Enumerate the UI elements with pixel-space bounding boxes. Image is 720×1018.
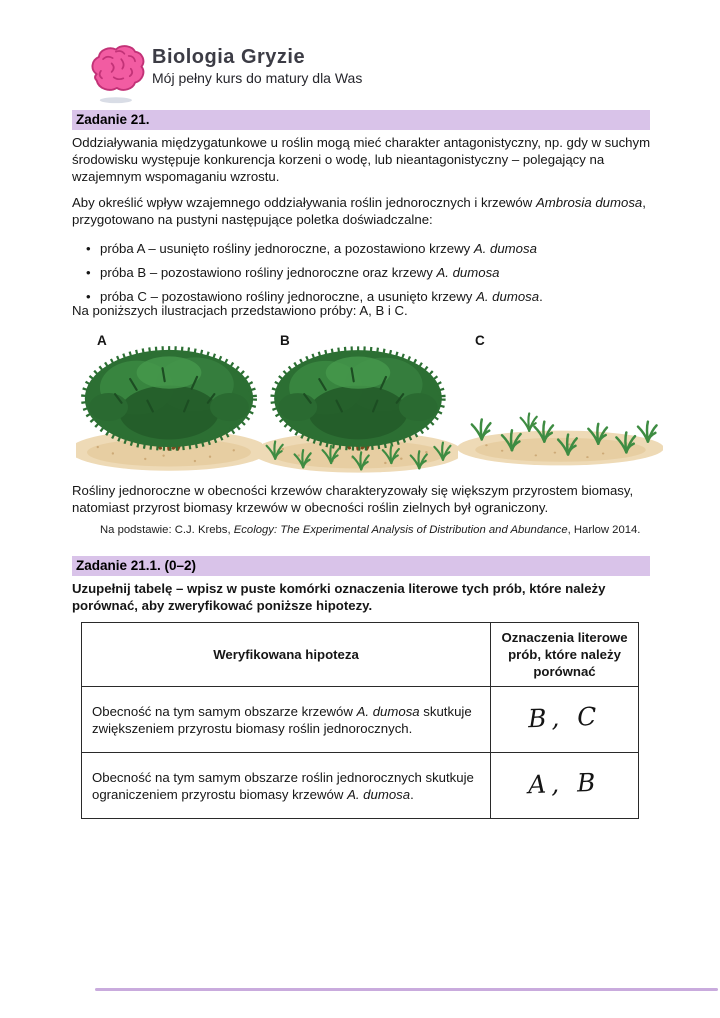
source-citation — [100, 524, 680, 536]
hypothesis-table-wrap — [81, 622, 639, 819]
result-paragraph: Rośliny jednoroczne w obecności krzewów charakteryzowały się większym przyrostem biomasy, natomiast przyrost biomasy krzewów w obecności roślin zielnych był ograniczony. — [72, 483, 634, 515]
shrub-annuals-illustration — [258, 338, 458, 474]
figure-c-annuals-only — [458, 340, 663, 479]
figure-b-shrub-and-annuals — [258, 338, 458, 479]
figure-a-shrub-only — [76, 338, 262, 479]
task-21-1-instruction: Uzupełnij tabelę – wpisz w puste komórki oznaczenia literowe tych prób, które należy porównać, aby zweryfikować poniższe hipotezy. — [72, 581, 606, 613]
column-header-trial-letters: Oznaczenia literowe prób, które należy porównać — [491, 623, 639, 687]
column-header-hypothesis: Weryfikowana hipoteza — [82, 623, 491, 687]
table-row — [82, 753, 639, 819]
table-row — [82, 687, 639, 753]
figure-label-a: A — [97, 333, 107, 348]
trial-a-text: próba A – usunięto rośliny jednoroczne, a pozostawiono krzewy A. dumosa — [100, 241, 537, 256]
bullet-glyph: • — [86, 289, 91, 304]
brand-title: Biologia Gryzie — [152, 46, 306, 68]
experiment-text-pre: Aby określić wpływ wzajemnego oddziaływania roślin jednorocznych i krzewów — [72, 195, 536, 210]
footer-divider — [95, 988, 718, 991]
brand-tagline: Mój pełny kurs do matury dla Was — [152, 70, 363, 86]
handwritten-answer-2: A, B — [527, 767, 602, 800]
list-item — [72, 264, 656, 281]
brand-logo — [86, 42, 150, 109]
task-21-intro-paragraph: Oddziaływania międzygatunkowe u roślin mogą mieć charakter antagonistyczny, np. gdy w suchym środowisku występuje konkurencja korzeni o wodę, lub nieantagonistyczny – polegający na wzajemnym wspomaganiu wzrostu. — [72, 135, 651, 184]
hypothesis-1-cell: Obecność na tym samym obszarze krzewów A. dumosa skutkuje zwiększeniem przyrostu biomasy roślin jednorocznych. — [82, 687, 491, 753]
bullet-glyph: • — [86, 241, 91, 256]
figures-intro-text: Na poniższych ilustracjach przedstawiono próby: A, B i C. — [72, 303, 408, 318]
hypothesis-table — [81, 622, 639, 819]
source-pre: Na podstawie: C.J. Krebs, — [100, 524, 234, 536]
answer-2-cell — [491, 753, 639, 819]
trial-b-text: próba B – pozostawiono rośliny jednoroczne oraz krzewy A. dumosa — [100, 265, 500, 280]
task-21-heading: Zadanie 21. — [72, 110, 650, 130]
trial-c-text: próba C – pozostawiono rośliny jednoroczne, a usunięto krzewy A. dumosa. — [100, 289, 543, 304]
task-21-experiment-paragraph — [72, 194, 656, 228]
species-name-italic: Ambrosia dumosa — [535, 195, 643, 210]
list-item — [72, 240, 656, 257]
source-post: , Harlow 2014. — [567, 524, 641, 536]
annuals-illustration — [458, 340, 663, 474]
brain-icon — [86, 42, 150, 104]
figure-label-c: C — [475, 333, 485, 348]
table-header-row — [82, 623, 639, 687]
figure-label-b: B — [280, 333, 290, 348]
shrub-illustration — [76, 338, 262, 474]
experiment-text-post: , przygotowano na pustyni następujące poletka doświadczalne: — [72, 195, 646, 227]
source-title-italic: Ecology: The Experimental Analysis of Distribution and Abundance — [233, 524, 568, 536]
task-21-1-heading: Zadanie 21.1. (0–2) — [72, 556, 650, 576]
answer-1-cell — [491, 687, 639, 753]
hypothesis-2-cell: Obecność na tym samym obszarze roślin jednorocznych skutkuje ograniczeniem przyrostu biomasy krzewów A. dumosa. — [82, 753, 491, 819]
bullet-glyph: • — [86, 265, 91, 280]
handwritten-answer-1: B, C — [527, 701, 602, 734]
